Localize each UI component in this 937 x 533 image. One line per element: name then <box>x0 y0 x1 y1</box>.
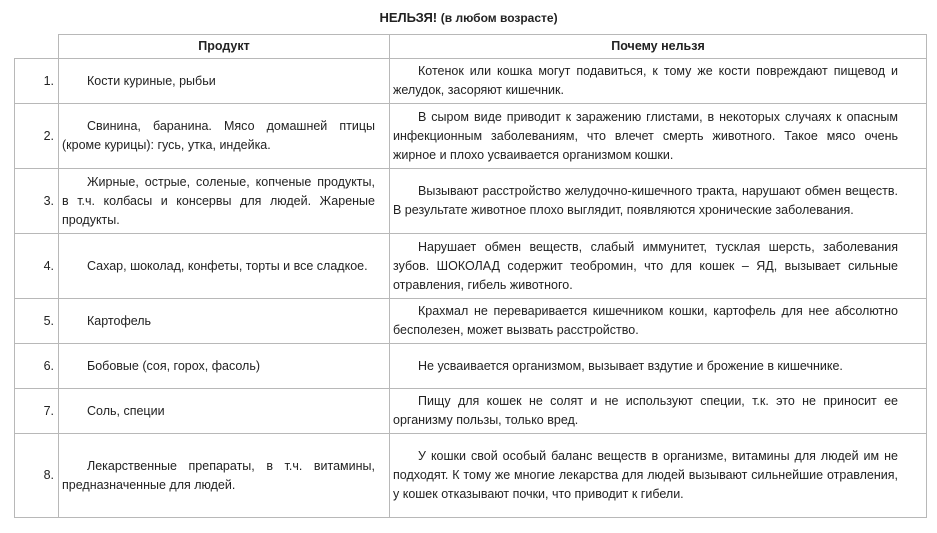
header-product: Продукт <box>59 35 390 59</box>
table-header-row <box>15 35 927 59</box>
reason-text: Котенок или кошка могут подавиться, к тому же кости повреждают пищевод и желудок, засоряют кишечник. <box>393 64 898 97</box>
product-cell <box>59 434 390 518</box>
table-row <box>15 169 927 234</box>
reason-cell <box>390 59 927 104</box>
title-subtitle: (в любом возрасте) <box>440 11 558 25</box>
product-cell <box>59 104 390 169</box>
reason-text: Пищу для кошек не солят и не используют специи, т.к. это не приносит ее организму пользы, только вред. <box>393 394 898 427</box>
reason-cell <box>390 434 927 518</box>
page-title <box>0 9 937 27</box>
product-text: Сахар, шоколад, конфеты, торты и все сладкое. <box>87 258 368 273</box>
reason-cell <box>390 104 927 169</box>
table-row <box>15 344 927 389</box>
header-reason: Почему нельзя <box>390 35 927 59</box>
reason-text: У кошки свой особый баланс веществ в организме, витамины для людей им не подходят. К тому же многие лекарства для людей вызывают сильнейшие отравления, у кошек отказывают почки, что приводит к гибели. <box>393 449 898 501</box>
row-number: 2. <box>15 104 59 169</box>
reason-text: Крахмал не переваривается кишечником кошки, картофель для нее абсолютно бесполезен, может вызвать расстройство. <box>393 304 898 337</box>
row-number: 4. <box>15 234 59 299</box>
reason-text: Нарушает обмен веществ, слабый иммунитет, тусклая шерсть, заболевания зубов. ШОКОЛАД содержит теобромин, что для кошек – ЯД, вызывает сильные отравления, гибель животного. <box>393 239 898 292</box>
table-row <box>15 434 927 518</box>
product-cell <box>59 59 390 104</box>
table-row <box>15 389 927 434</box>
product-cell <box>59 344 390 389</box>
reason-cell <box>390 344 927 389</box>
reason-text: В сыром виде приводит к заражению глистами, в некоторых случаях к опасным инфекционным заболеваниям, что влечет смерть животного. Такое мясо очень жирное и плохо усваивается организмом кошки. <box>393 109 898 162</box>
reason-text: Вызывают расстройство желудочно-кишечного тракта, нарушают обмен веществ. В результате животное плохо выглядит, появляются хронические заболевания. <box>393 184 898 217</box>
product-cell <box>59 389 390 434</box>
product-text: Лекарственные препараты, в т.ч. витамины, предназначенные для людей. <box>62 458 375 492</box>
title-main: НЕЛЬЗЯ! <box>379 10 438 25</box>
product-cell <box>59 234 390 299</box>
product-text: Бобовые (соя, горох, фасоль) <box>87 358 261 373</box>
table-row <box>15 299 927 344</box>
row-number: 1. <box>15 59 59 104</box>
header-number <box>15 35 59 59</box>
row-number: 3. <box>15 169 59 234</box>
row-number: 6. <box>15 344 59 389</box>
product-text: Картофель <box>87 313 152 328</box>
row-number: 7. <box>15 389 59 434</box>
product-text: Соль, специи <box>87 403 165 418</box>
product-text: Кости куриные, рыбьи <box>87 73 216 88</box>
row-number: 5. <box>15 299 59 344</box>
row-number: 8. <box>15 434 59 518</box>
reason-cell <box>390 389 927 434</box>
reason-cell <box>390 299 927 344</box>
product-text: Жирные, острые, соленые, копченые продукты, в т.ч. колбасы и консервы для людей. Жареные продукты. <box>62 174 375 227</box>
product-cell <box>59 299 390 344</box>
table-row <box>15 59 927 104</box>
product-cell <box>59 169 390 234</box>
forbidden-foods-table <box>14 34 927 518</box>
product-text: Свинина, баранина. Мясо домашней птицы (кроме курицы): гусь, утка, индейка. <box>62 119 375 152</box>
reason-cell <box>390 234 927 299</box>
reason-text: Не усваивается организмом, вызывает вздутие и брожение в кишечнике. <box>418 358 843 373</box>
table-row <box>15 104 927 169</box>
table-row <box>15 234 927 299</box>
reason-cell <box>390 169 927 234</box>
